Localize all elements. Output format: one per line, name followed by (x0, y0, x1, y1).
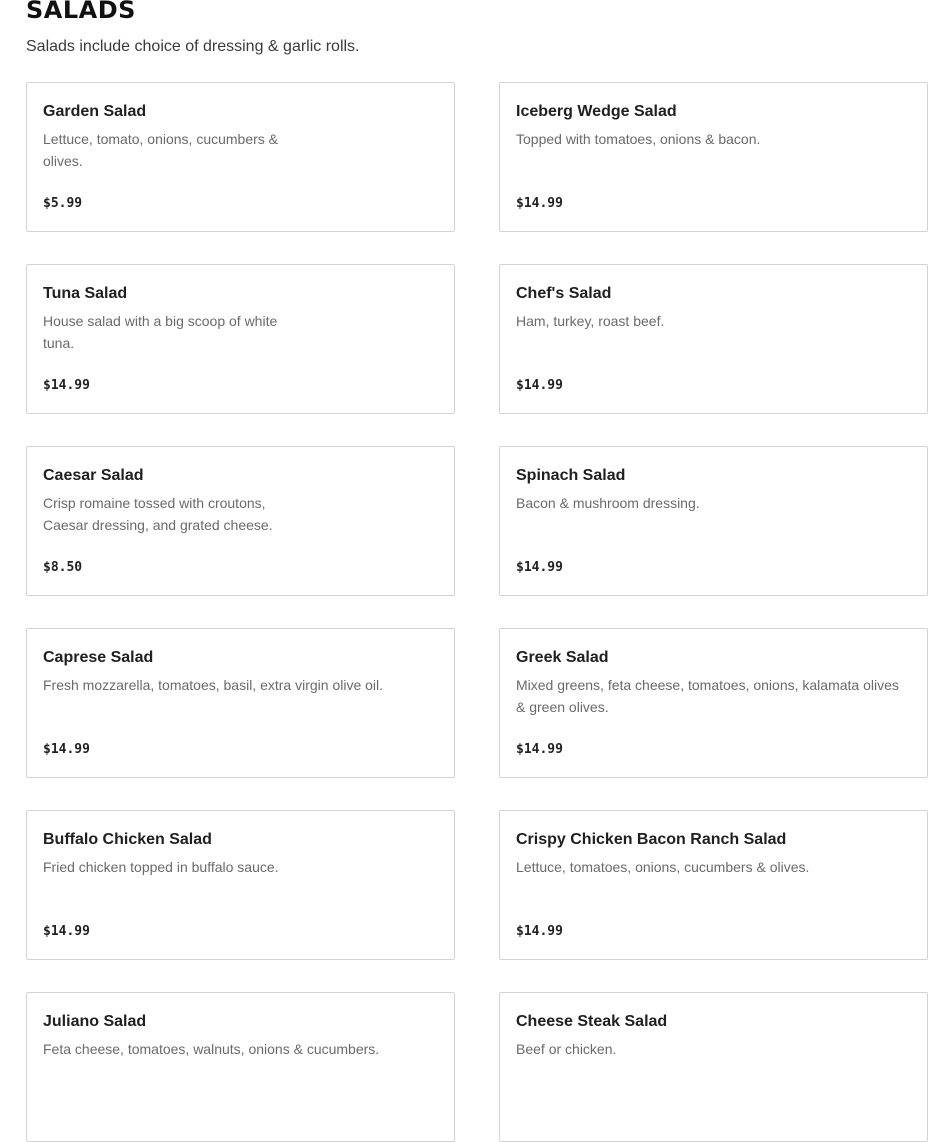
menu-item-price: $5.99 (43, 196, 83, 211)
menu-item-price: $14.99 (516, 924, 563, 939)
menu-item-price: $14.99 (516, 560, 563, 575)
menu-item-description: Lettuce, tomatoes, onions, cucumbers & olives. (516, 859, 810, 875)
menu-item-card[interactable] (499, 810, 928, 960)
menu-item-card[interactable] (499, 446, 928, 596)
menu-item-price: $14.99 (43, 924, 90, 939)
menu-item-name: Caprese Salad (43, 649, 154, 666)
menu-item-name: Iceberg Wedge Salad (516, 103, 677, 120)
menu-item-description: Feta cheese, tomatoes, walnuts, onions & cucumbers. (43, 1041, 380, 1057)
menu-item-card[interactable] (26, 264, 455, 414)
menu-item-card[interactable] (499, 992, 928, 1142)
menu-item-card[interactable] (26, 82, 455, 232)
menu-item-card[interactable] (26, 446, 455, 596)
menu-item-description: Mixed greens, feta cheese, tomatoes, onions, kalamata olives & green olives. (516, 677, 899, 715)
menu-item-description: Crisp romaine tossed with croutons, Caesar dressing, and grated cheese. (43, 495, 273, 533)
menu-item-card[interactable] (499, 628, 928, 778)
menu-item-price: $14.99 (516, 196, 563, 211)
menu-item-card[interactable] (26, 628, 455, 778)
section-subtitle: Salads include choice of dressing & garlic rolls. (26, 38, 360, 55)
menu-item-price: $14.99 (43, 378, 90, 393)
menu-item-description: Beef or chicken. (516, 1041, 617, 1057)
menu-item-card[interactable] (499, 82, 928, 232)
menu-item-description: Fresh mozzarella, tomatoes, basil, extra virgin olive oil. (43, 677, 384, 693)
menu-item-description: Ham, turkey, roast beef. (516, 313, 665, 329)
menu-item-price: $14.99 (43, 742, 90, 757)
section-title: SALADS (26, 0, 136, 24)
menu-item-card[interactable] (26, 992, 455, 1142)
menu-item-description: House salad with a big scoop of white tuna. (43, 313, 278, 351)
menu-item-name: Greek Salad (516, 649, 609, 666)
menu-item-description: Bacon & mushroom dressing. (516, 495, 700, 511)
menu-item-name: Chef's Salad (516, 285, 612, 302)
menu-item-name: Garden Salad (43, 103, 147, 120)
menu-item-card[interactable] (499, 264, 928, 414)
menu-item-price: $14.99 (516, 378, 563, 393)
menu-item-name: Buffalo Chicken Salad (43, 831, 212, 848)
menu-item-price: $14.99 (516, 742, 563, 757)
menu-item-name: Tuna Salad (43, 285, 128, 302)
menu-item-description: Fried chicken topped in buffalo sauce. (43, 859, 279, 875)
menu-grid (26, 82, 928, 1142)
menu-item-description: Lettuce, tomato, onions, cucumbers & olives. (43, 131, 279, 169)
menu-item-name: Juliano Salad (43, 1013, 147, 1030)
menu-item-name: Spinach Salad (516, 467, 626, 484)
menu-item-description: Topped with tomatoes, onions & bacon. (516, 131, 761, 147)
menu-item-card[interactable] (26, 810, 455, 960)
menu-item-name: Caesar Salad (43, 467, 144, 484)
menu-item-name: Cheese Steak Salad (516, 1013, 668, 1030)
menu-item-name: Crispy Chicken Bacon Ranch Salad (516, 831, 787, 848)
menu-item-price: $8.50 (43, 560, 83, 575)
